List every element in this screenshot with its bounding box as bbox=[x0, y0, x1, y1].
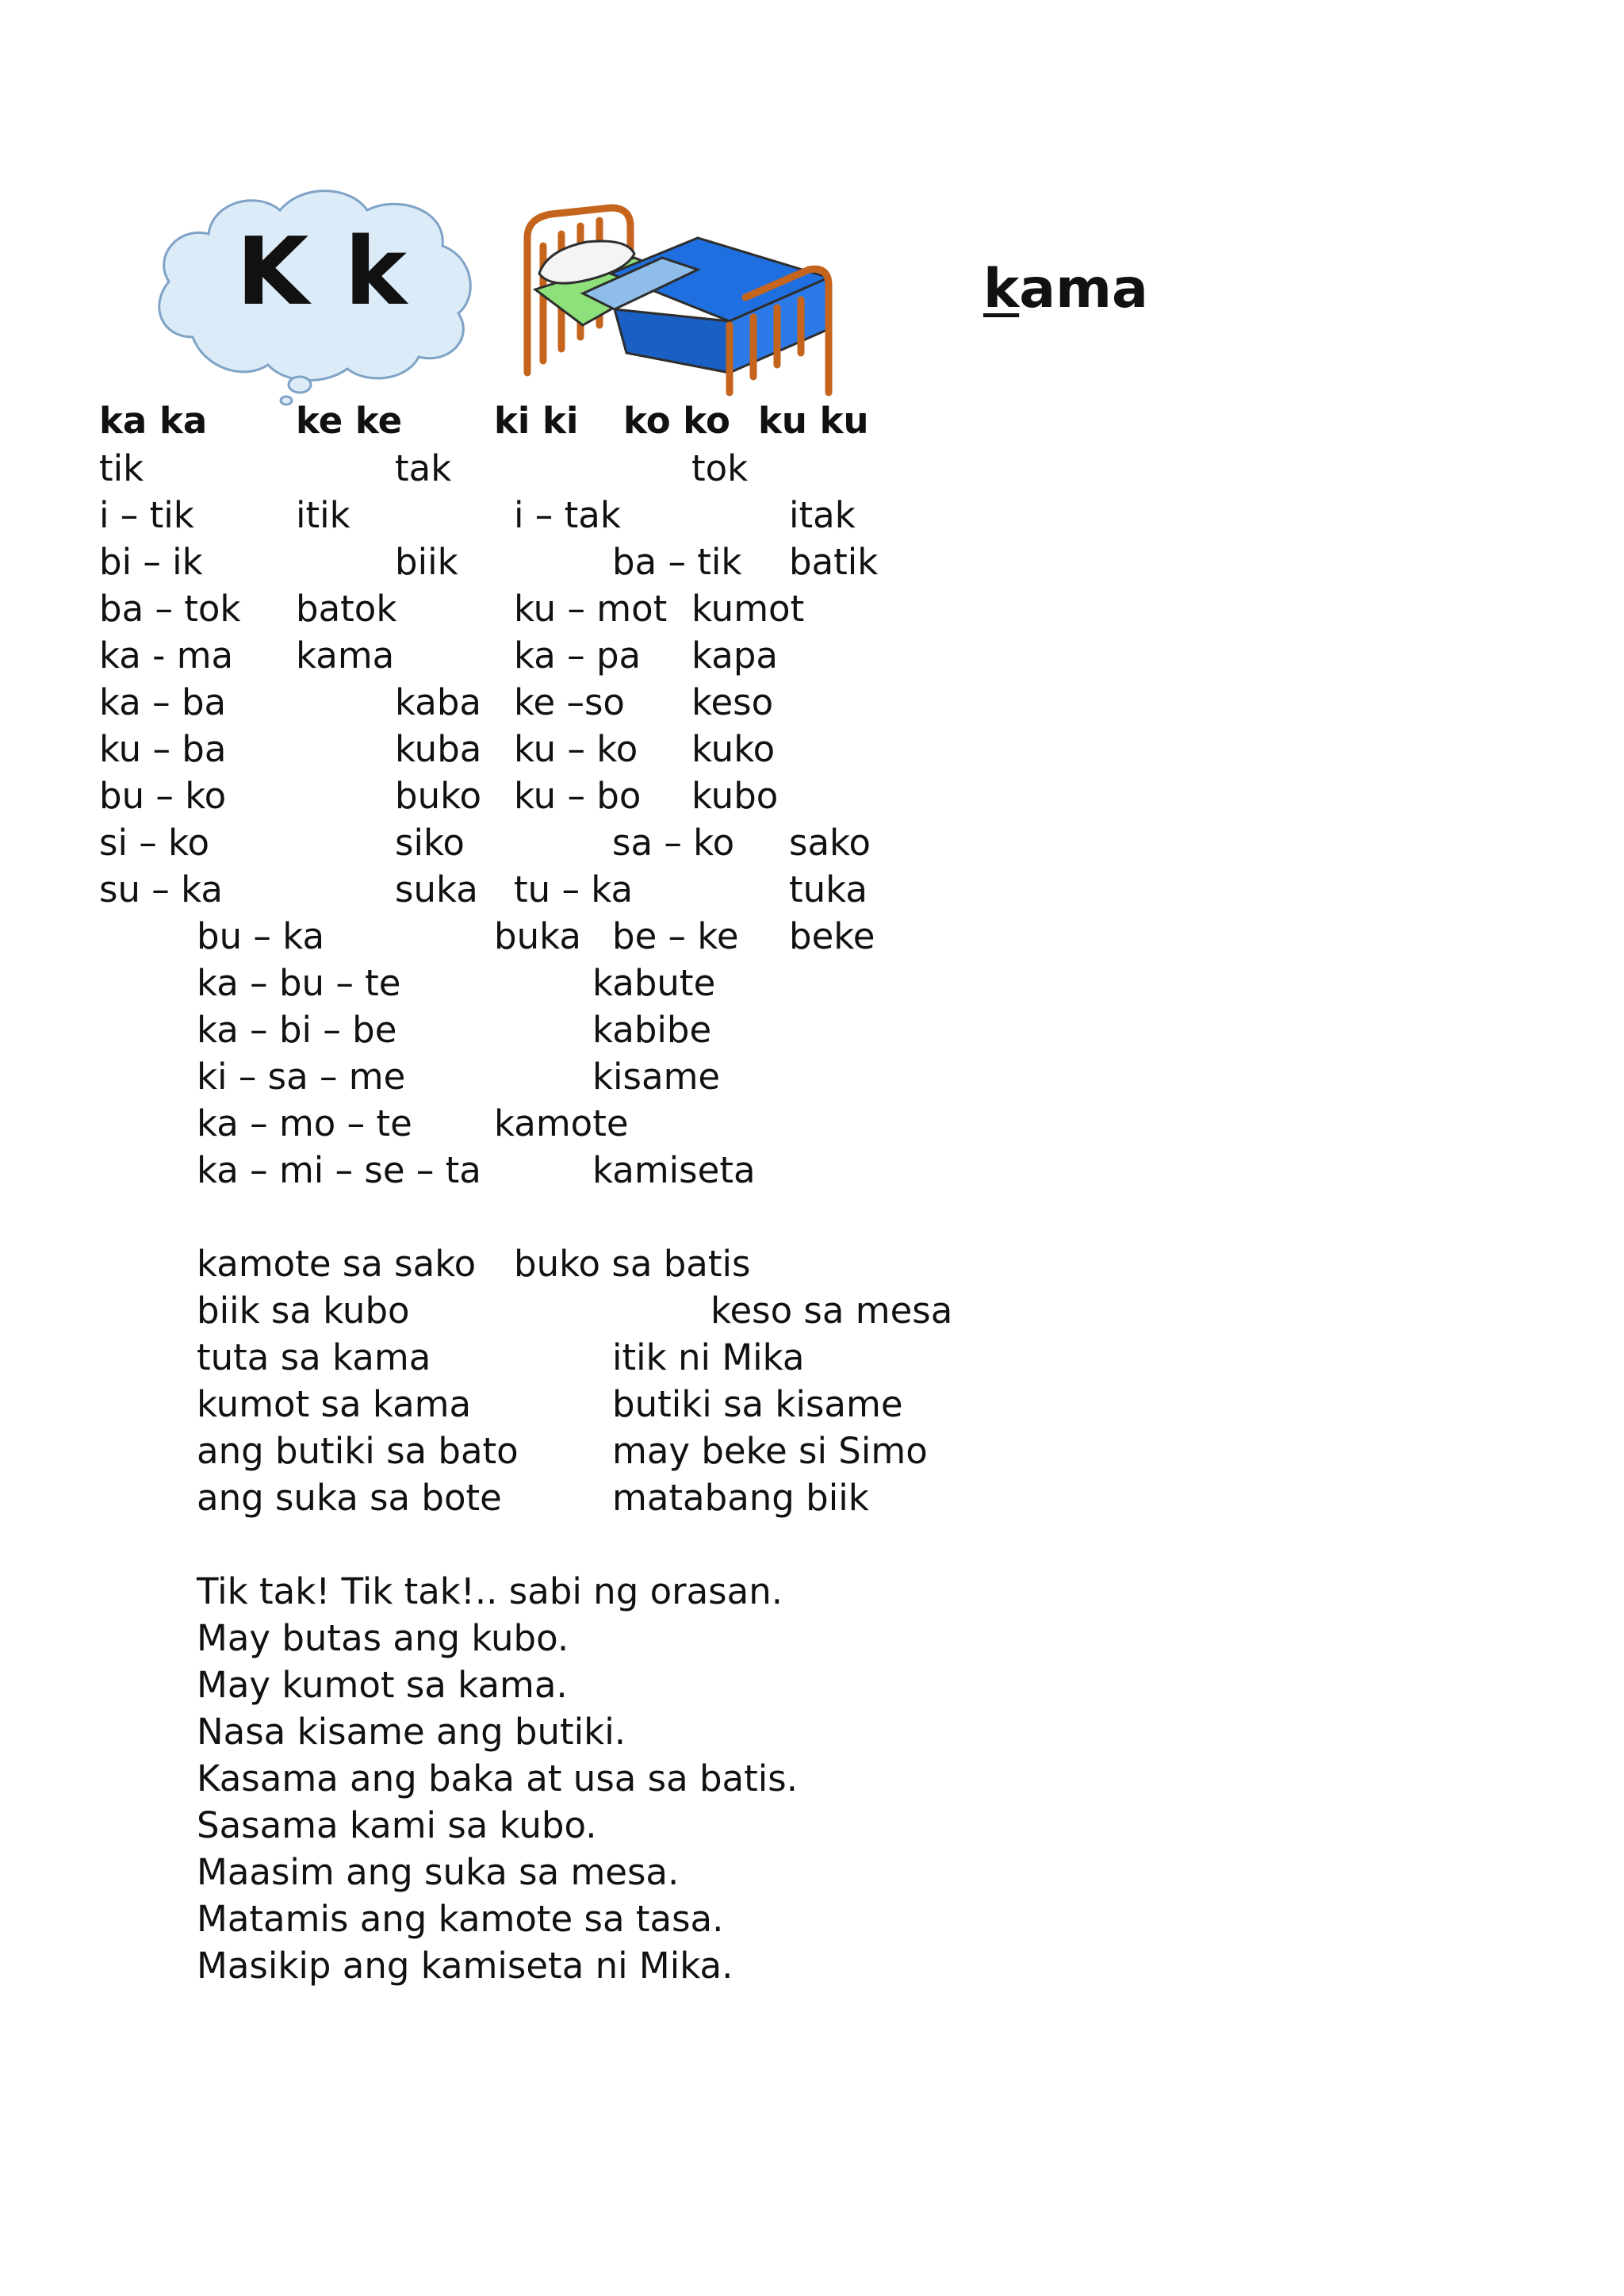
syllable-ku: ku ku bbox=[758, 400, 869, 442]
word-cell: kapa bbox=[691, 634, 778, 677]
word-cell: ka – mo – te bbox=[197, 1102, 412, 1144]
word-cell: i – tik bbox=[99, 494, 194, 536]
word-cell: keso bbox=[691, 681, 774, 723]
word-cell: ki – sa – me bbox=[197, 1056, 406, 1098]
word-cell: tik bbox=[99, 447, 144, 489]
phrase: keso sa mesa bbox=[710, 1290, 953, 1332]
phrase: ang suka sa bote bbox=[197, 1477, 502, 1519]
word-cell: tu – ka bbox=[514, 868, 634, 910]
phrase: butiki sa kisame bbox=[612, 1383, 903, 1425]
syllable-ke: ke ke bbox=[296, 400, 403, 442]
keyword-first-letter: k bbox=[983, 258, 1020, 320]
keyword bbox=[983, 258, 1148, 320]
word-cell: bu – ko bbox=[99, 775, 227, 817]
sentence: Tik tak! Tik tak!.. sabi ng orasan. bbox=[197, 1570, 783, 1612]
phrase: itik ni Mika bbox=[612, 1336, 805, 1378]
sentence: Nasa kisame ang butiki. bbox=[197, 1711, 626, 1753]
word-cell: ka – pa bbox=[514, 634, 642, 677]
word-cell: i – tak bbox=[514, 494, 621, 536]
word-cell: itak bbox=[789, 494, 856, 536]
word-cell: kamote bbox=[494, 1102, 629, 1144]
word-cell: bu – ka bbox=[197, 915, 325, 957]
letter-pair: K k bbox=[236, 217, 408, 326]
word-cell: kisame bbox=[592, 1056, 721, 1098]
word-cell: tak bbox=[395, 447, 452, 489]
word-cell: ka – bu – te bbox=[197, 962, 401, 1004]
syllable-ko: ko ko bbox=[623, 400, 730, 442]
word-cell: beke bbox=[789, 915, 875, 957]
word-cell: itik bbox=[296, 494, 350, 536]
word-cell: ka – bi – be bbox=[197, 1009, 397, 1051]
word-cell: kabibe bbox=[592, 1009, 712, 1051]
phrase: ang butiki sa bato bbox=[197, 1430, 519, 1472]
word-cell: buko bbox=[395, 775, 482, 817]
word-cell: kama bbox=[296, 634, 395, 677]
word-cell: ka – mi – se – ta bbox=[197, 1149, 481, 1191]
word-cell: bi – ik bbox=[99, 541, 203, 583]
sentence: May kumot sa kama. bbox=[197, 1664, 568, 1706]
word-cell: biik bbox=[395, 541, 458, 583]
word-cell: kuba bbox=[395, 728, 482, 770]
word-cell: batok bbox=[296, 588, 397, 630]
phrase: tuta sa kama bbox=[197, 1336, 431, 1378]
word-cell: sako bbox=[789, 822, 871, 864]
word-cell: ba – tok bbox=[99, 588, 241, 630]
word-cell: ku – bo bbox=[514, 775, 642, 817]
word-cell: be – ke bbox=[612, 915, 739, 957]
word-cell: kaba bbox=[395, 681, 481, 723]
word-cell: buka bbox=[494, 915, 581, 957]
word-cell: kubo bbox=[691, 775, 779, 817]
word-cell: kuko bbox=[691, 728, 776, 770]
word-cell: ka - ma bbox=[99, 634, 234, 677]
sentence: Maasim ang suka sa mesa. bbox=[197, 1851, 680, 1893]
phrase: may beke si Simo bbox=[612, 1430, 928, 1472]
word-cell: sa – ko bbox=[612, 822, 735, 864]
syllable-ka: ka ka bbox=[99, 400, 208, 442]
phrase: matabang biik bbox=[612, 1477, 869, 1519]
word-cell: tok bbox=[691, 447, 749, 489]
sentence: Sasama kami sa kubo. bbox=[197, 1804, 597, 1846]
bed-icon bbox=[515, 190, 848, 397]
word-cell: siko bbox=[395, 822, 465, 864]
word-cell: tuka bbox=[789, 868, 868, 910]
word-cell: kumot bbox=[691, 588, 805, 630]
word-cell: ku – ba bbox=[99, 728, 227, 770]
word-cell: ke –so bbox=[514, 681, 625, 723]
word-cell: batik bbox=[789, 541, 879, 583]
word-cell: kabute bbox=[592, 962, 716, 1004]
letter-cloud bbox=[145, 178, 486, 408]
sentence: Kasama ang baka at usa sa batis. bbox=[197, 1757, 799, 1800]
word-cell: si – ko bbox=[99, 822, 210, 864]
phrase: buko sa batis bbox=[514, 1243, 751, 1285]
phrase: kamote sa sako bbox=[197, 1243, 477, 1285]
sentence: Matamis ang kamote sa tasa. bbox=[197, 1898, 724, 1940]
syllable-ki: ki ki bbox=[494, 400, 579, 442]
word-cell: kamiseta bbox=[592, 1149, 756, 1191]
phrase: biik sa kubo bbox=[197, 1290, 410, 1332]
word-cell: ba – tik bbox=[612, 541, 742, 583]
word-cell: ku – ko bbox=[514, 728, 638, 770]
word-cell: ka – ba bbox=[99, 681, 227, 723]
sentence: Masikip ang kamiseta ni Mika. bbox=[197, 1945, 733, 1987]
word-cell: ku – mot bbox=[514, 588, 668, 630]
word-cell: suka bbox=[395, 868, 478, 910]
sentence: May butas ang kubo. bbox=[197, 1617, 569, 1659]
keyword-rest: ama bbox=[1019, 258, 1148, 320]
word-cell: su – ka bbox=[99, 868, 223, 910]
phrase: kumot sa kama bbox=[197, 1383, 472, 1425]
